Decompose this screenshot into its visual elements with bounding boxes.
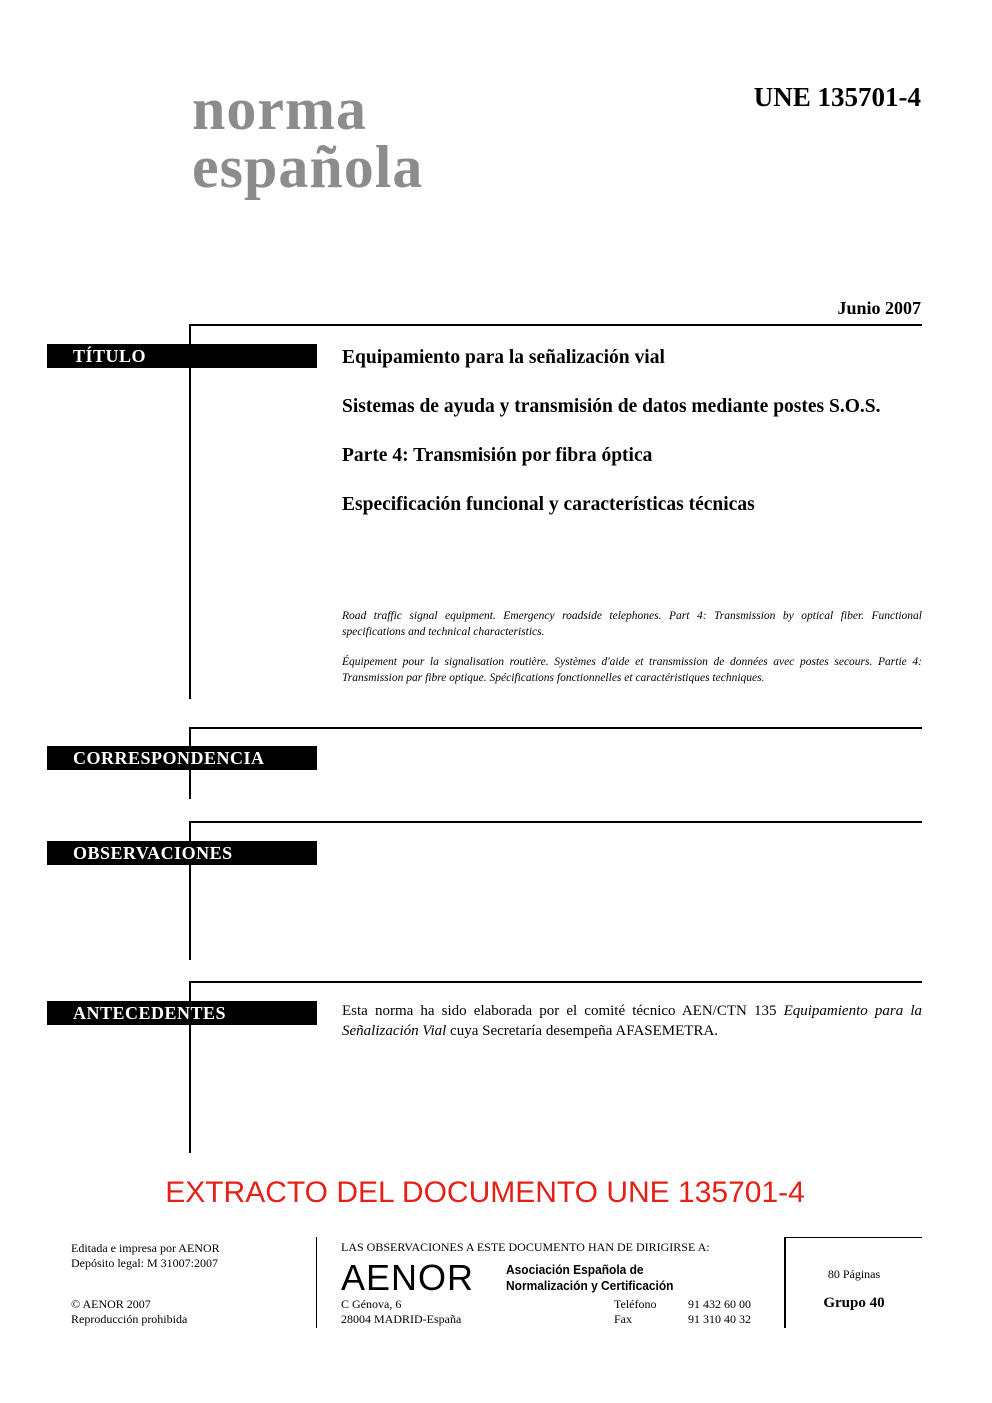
phone-label: Teléfono [614, 1297, 657, 1311]
footer-box-top-rule [784, 1237, 922, 1238]
extract-notice: EXTRACTO DEL DOCUMENTO UNE 135701-4 [165, 1176, 805, 1209]
translations-block [342, 608, 922, 700]
observations-heading: LAS OBSERVACIONES A ESTE DOCUMENTO HAN DE DIRIGIRSE A: [341, 1240, 710, 1254]
fax-label: Fax [614, 1312, 632, 1326]
title-block [342, 345, 922, 541]
title-line-1: Equipamiento para la señalización vial [342, 347, 665, 368]
footer-copyright [71, 1297, 187, 1327]
aenor-full-name [506, 1262, 673, 1294]
aenor-contact-labels [614, 1297, 656, 1327]
footer-edition-info [71, 1241, 220, 1271]
correspondencia-label: CORRESPONDENCIA [47, 746, 317, 770]
antecedentes-top-rule [189, 981, 922, 983]
observaciones-top-rule [189, 821, 922, 823]
brand-title [192, 76, 424, 200]
title-line-4: Especificación funcional y características técnicas [342, 494, 755, 515]
phone-number: 91 432 60 00 [688, 1297, 751, 1311]
address-street: C Génova, 6 [341, 1297, 402, 1311]
antecedentes-text-start: Esta norma ha sido elaborada por el comité técnico AEN/CTN 135 [342, 1003, 784, 1019]
page-count: 80 Páginas [827, 1267, 881, 1281]
title-line-2: Sistemas de ayuda y transmisión de datos mediante postes S.O.S. [342, 396, 881, 417]
title-french: Équipement pour la signalisation routière. Systèmes d'aide et transmission de données avec postes secours. Partie 4: Transmission par fibre optique. Spécifications fonctionnelles et caractéristiques techniques. [342, 656, 922, 684]
observaciones-label: OBSERVACIONES [47, 841, 317, 865]
antecedentes-label: ANTECEDENTES [47, 1001, 317, 1025]
footer-divider-left [316, 1237, 317, 1328]
aenor-address [341, 1297, 461, 1327]
price-group: Grupo 40 [823, 1295, 885, 1311]
footer-box-side-rule [784, 1237, 786, 1328]
edited-by: Editada e impresa por AENOR [71, 1241, 220, 1255]
aenor-contact-numbers [688, 1297, 751, 1327]
fax-number: 91 310 40 32 [688, 1312, 751, 1326]
title-line-3: Parte 4: Transmisión por fibra óptica [342, 445, 653, 466]
antecedentes-text [342, 1001, 922, 1041]
copyright: © AENOR 2007 [71, 1297, 151, 1311]
titulo-top-rule [189, 324, 922, 326]
antecedentes-text-end: cuya Secretaría desempeña AFASEMETRA. [446, 1023, 719, 1039]
title-english: Road traffic signal equipment. Emergency roadside telephones. Part 4: Transmission by optical fiber. Functional specifications and technical characteristics. [342, 610, 922, 638]
aenor-name-line-2: Normalización y Certificación [506, 1278, 674, 1293]
aenor-logo: AENOR [341, 1257, 475, 1298]
committee-name: Equipamiento para la Señalización Vial [342, 1003, 922, 1039]
titulo-side-rule [189, 324, 191, 699]
standard-code: UNE 135701-4 [753, 82, 921, 112]
brand-line-1: norma [192, 76, 367, 142]
correspondencia-top-rule [189, 727, 922, 729]
publication-date: Junio 2007 [837, 298, 921, 318]
titulo-label: TÍTULO [47, 344, 317, 368]
legal-deposit: Depósito legal: M 31007:2007 [71, 1256, 218, 1270]
brand-line-2: española [192, 134, 424, 200]
aenor-name-line-1: Asociación Española de [506, 1262, 644, 1277]
reproduction-notice: Reproducción prohibida [71, 1312, 188, 1326]
address-city: 28004 MADRID-España [341, 1312, 462, 1326]
